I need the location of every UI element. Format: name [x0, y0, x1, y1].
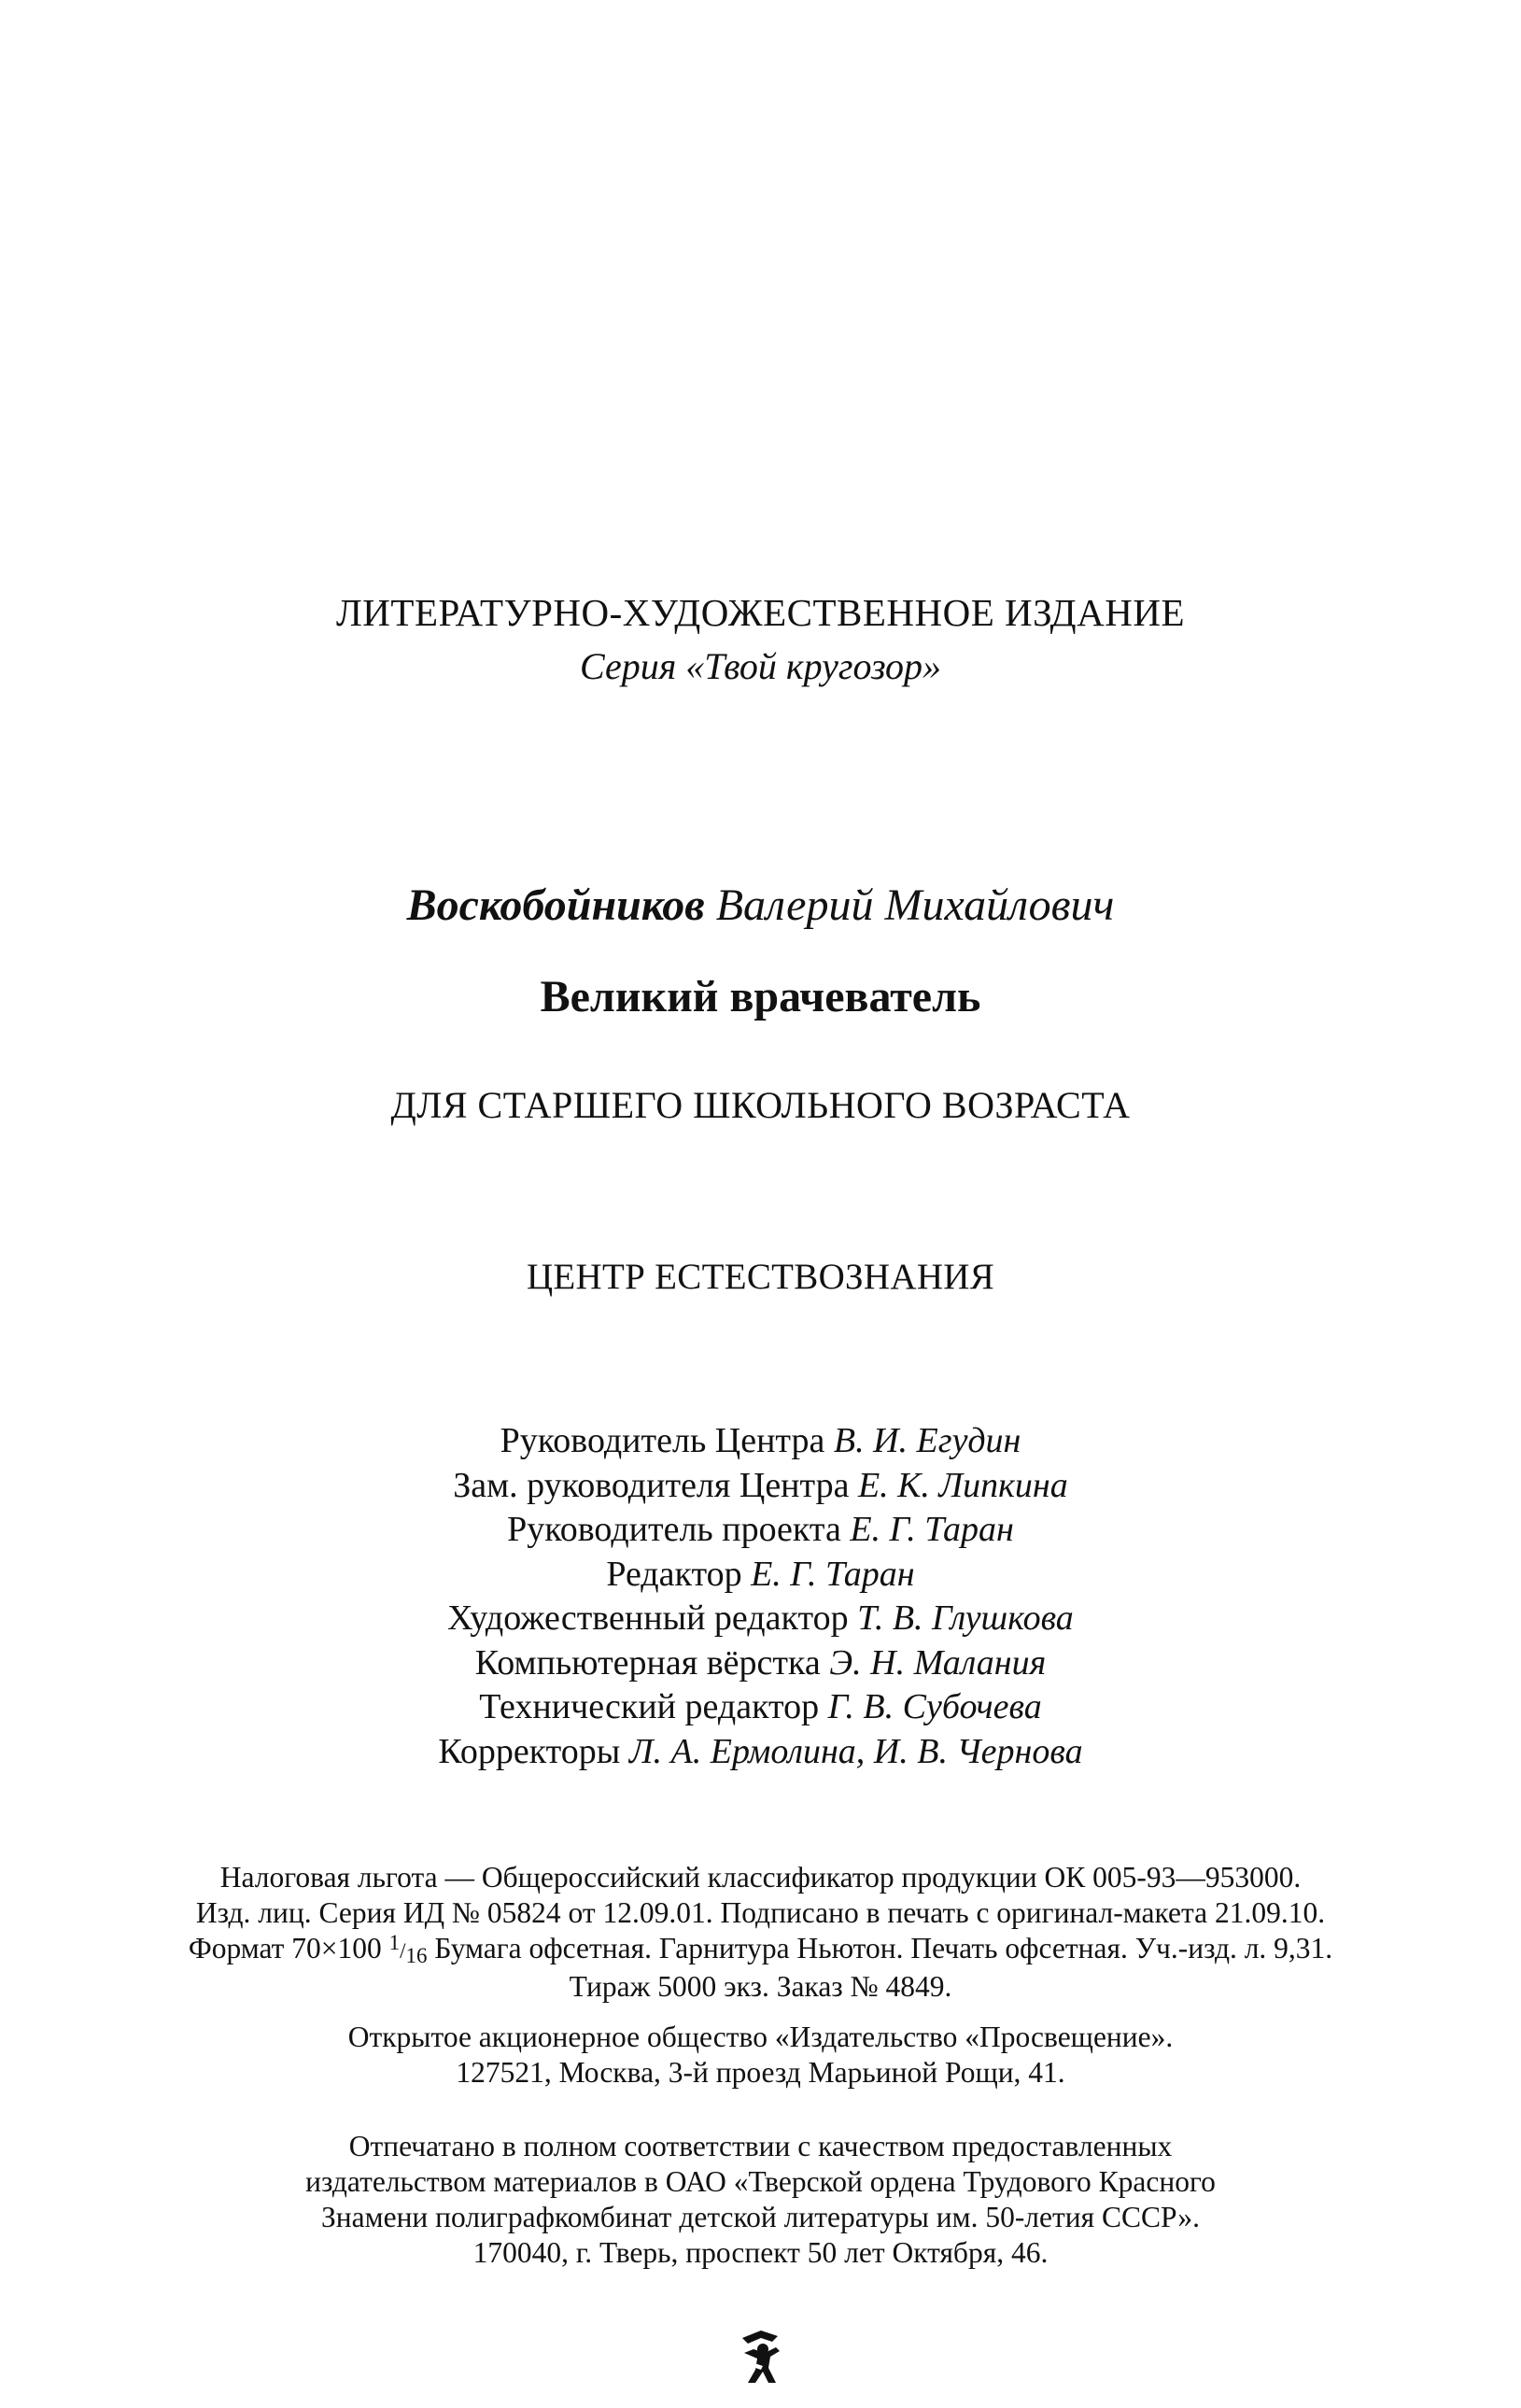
credit-role: Руководитель проекта [507, 1510, 841, 1549]
credit-role: Зам. руководителя Центра [453, 1465, 850, 1505]
technical-details [0, 1860, 1521, 2005]
credit-name: Т. В. Глушкова [857, 1598, 1074, 1638]
format-after: Бумага офсетная. Гарнитура Ньютон. Печать офсетная. Уч.-изд. л. 9,31. [427, 1932, 1333, 1964]
credit-role: Художественный редактор [447, 1598, 849, 1638]
format-line [0, 1931, 1521, 1969]
credit-row [0, 1597, 1521, 1641]
credits-list [0, 1419, 1521, 1774]
credit-row [0, 1730, 1521, 1775]
publisher-name: Открытое акционерное общество «Издательство «Просвещение». [347, 2021, 1174, 2053]
author-surname: Воскобойников [406, 880, 705, 930]
credit-role: Компьютерная вёрстка [474, 1642, 821, 1683]
printer-info [0, 2129, 1521, 2271]
credit-role: Руководитель Центра [500, 1421, 825, 1460]
publisher-address: 127521, Москва, 3-й проезд Марьиной Рощи, 41. [456, 2056, 1065, 2089]
credit-name: Е. К. Липкина [857, 1465, 1068, 1505]
credit-role: Редактор [606, 1554, 742, 1594]
credit-row [0, 1419, 1521, 1464]
credit-row [0, 1553, 1521, 1598]
credit-row [0, 1685, 1521, 1730]
printer-line: Знамени полиграфкомбинат детской литературы им. 50-летия СССР». [321, 2201, 1200, 2233]
print-run-line: Тираж 5000 экз. Заказ № 4849. [569, 1970, 952, 2003]
printer-address: 170040, г. Тверь, проспект 50 лет Октября, 46. [472, 2236, 1049, 2269]
credit-name: Г. В. Субочева [827, 1687, 1042, 1726]
printer-line: Отпечатано в полном соответствии с качеством предоставленных [348, 2130, 1173, 2162]
credit-row [0, 1641, 1521, 1686]
format-before: Формат 70×100 [188, 1932, 389, 1964]
credit-row [0, 1464, 1521, 1509]
edition-type: ЛИТЕРАТУРНО-ХУДОЖЕСТВЕННОЕ ИЗДАНИЕ [335, 591, 1186, 634]
series-name: Серия «Твой кругозор» [579, 645, 942, 687]
author-given-name: Валерий Михайлович [715, 880, 1115, 930]
printer-line: издательством материалов в ОАО «Тверской ордена Трудового Красного [305, 2165, 1216, 2198]
center-name: ЦЕНТР ЕСТЕСТВОЗНАНИЯ [526, 1257, 995, 1297]
author-line [0, 880, 1521, 931]
fraction-denominator: 16 [405, 1944, 428, 1967]
credit-name: Е. Г. Таран [850, 1510, 1014, 1549]
credit-name: Л. А. Ермолина, И. В. Чернова [628, 1731, 1083, 1771]
credit-row [0, 1508, 1521, 1553]
credit-name: Э. Н. Малания [829, 1642, 1047, 1683]
format-fraction: 1/16 [388, 1931, 428, 1967]
credit-name: В. И. Егудин [833, 1421, 1021, 1460]
license-line: Изд. лиц. Серия ИД № 05824 от 12.09.01. Подписано в печать с оригинал-макета 21.09.10. [195, 1896, 1326, 1929]
credit-role: Технический редактор [479, 1687, 820, 1726]
reading-figure-publisher-logo-icon [735, 2325, 787, 2390]
tax-line: Налоговая льгота — Общероссийский классификатор продукции ОК 005-93—953000. [219, 1861, 1302, 1894]
fraction-numerator: 1 [388, 1931, 401, 1954]
book-title: Великий врачеватель [540, 972, 981, 1021]
publisher-info [0, 2020, 1521, 2091]
credit-name: Е. Г. Таран [751, 1554, 915, 1594]
audience-label: ДЛЯ СТАРШЕГО ШКОЛЬНОГО ВОЗРАСТА [390, 1084, 1131, 1126]
credit-role: Корректоры [438, 1731, 621, 1771]
